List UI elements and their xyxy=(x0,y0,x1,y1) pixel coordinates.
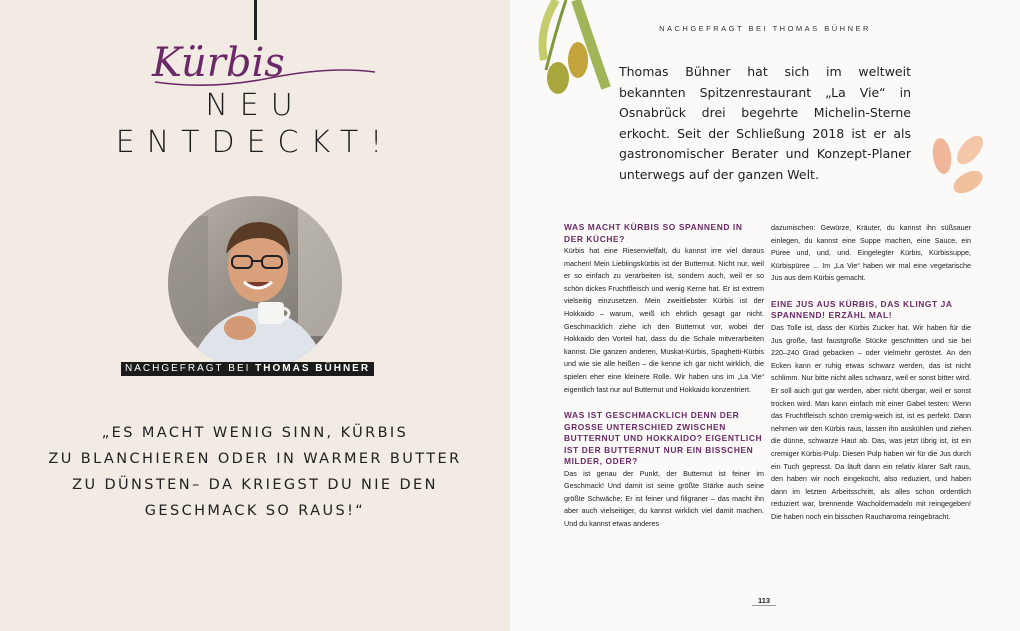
answer-paragraph: dazumischen: Gewürze, Kräuter, du kannst ihn süßsauer einlegen, du kannst eine Suppe machen, eine Sauce, ein Püree und, und, und. Eingelegter Kürbis, Kürbissuppe, Kürbispüree ... Im „La Vie“ haben wir mal eine vegetarische Jus aus dem Kürbis gemacht. xyxy=(771,223,971,283)
article-column-1 xyxy=(564,222,764,531)
pumpkin-seeds-illustration xyxy=(536,0,616,100)
article-column-2 xyxy=(771,222,971,523)
badge-prefix: NACHGEFRAGT BEI xyxy=(125,363,251,374)
script-title xyxy=(150,32,380,92)
petals-illustration xyxy=(928,130,992,202)
answer-paragraph: Das Tolle ist, dass der Kürbis Zucker hat. Wir haben für die Jus große, fast faustgroße Stücke geschnitten und sie bei 220–240 Grad gebacken – oder vielmehr geröstet. An den Ecken kann er ruhig etwas schwarz werden, das ist nicht schlimm. Nur bitte nicht alles schwarz, weil er sonst bitter wird. Er soll auch gut gar werden, aber nicht übergar, weil er sonst trocken wird. Man kann einfach mit einer Gabel testen: Wenn das Fruchtfleisch schön cremig-weich ist, ist es perfekt. Dann nehmen wir den Kürbis raus, lassen ihn auskühlen und ziehen die dünne, schwarze Haut ab. Das, was jetzt übrig ist, ist ein cremiger Kürbis-Pulp. Diesen Pulp haben wir für die Jus durch ein Tuch gepresst. Da läuft dann ein relativ klarer Saft raus, den haben wir noch eingekocht, also reduziert, und haben dann im letzten Arbeitsschritt, als alles schon ordentlich reduziert war, brennende Wacholdernadeln mit reingegeben! Die haben noch ein bisschen Raucharoma reingebracht. xyxy=(771,322,971,521)
title-line-1: NEU xyxy=(205,88,305,123)
title-line-2: ENTDECKT! xyxy=(115,125,395,160)
page-number: 113 xyxy=(752,596,776,606)
answer-paragraph: Das ist genau der Punkt, der Butternut ist feiner im Geschmack! Und damit ist seine größte Stärke auch seine größte Schwäche: Er ist feiner und filigraner – das macht ihn aber auch vielseitiger, du kannst wirklich viel damit machen. Und du kannst etwas anderes xyxy=(564,468,764,528)
badge-name: THOMAS BÜHNER xyxy=(255,363,371,374)
quote-line: ZU BLANCHIEREN ODER IN WARMER BUTTER xyxy=(48,451,462,467)
quote-line: ZU DÜNSTEN– DA KRIEGST DU NIE DEN xyxy=(72,477,438,493)
portrait-photo xyxy=(168,196,342,370)
intro-paragraph: Thomas Bühner hat sich im weltweit bekannten Spitzenrestaurant „La Vie“ in Osnabrück drei begehrte Michelin-Sterne erkocht. Seit der Schließung 2018 ist er als gastronomischer Berater und Konzept-Planer unterwegs auf der ganzen Welt. xyxy=(619,64,911,182)
question-heading: WAS MACHT KÜRBIS SO SPANNEND IN DER KÜCHE? xyxy=(564,222,743,244)
quote-line: „ES MACHT WENIG SINN, KÜRBIS xyxy=(101,425,409,441)
question-heading: EINE JUS AUS KÜRBIS, DAS KLINGT JA SPANNEND! ERZÄHL MAL! xyxy=(771,298,953,321)
page-header: NACHGEFRAGT BEI THOMAS BÜHNER xyxy=(659,24,871,33)
interview-badge xyxy=(121,362,374,376)
pull-quote xyxy=(40,420,470,524)
quote-line: GESCHMACK SO RAUS!“ xyxy=(144,503,366,519)
answer-paragraph: Kürbis hat eine Riesenvielfalt, du kannst irre viel daraus machen! Mein Lieblingskürbis ist der Butternut. Nicht nur, weil er so einfach zu verarbeiten ist, sondern auch, weil er so schön dickes Fruchtfleisch und wenig Kerne hat. Er ist extrem vielseitig einzusetzen. Mein zweitliebster Kürbis ist der Hokkaido – warum, weiß ich ehrlich gesagt gar nicht. Geschmacklich ziehe ich den Butternut vor, wobei der Hokkaido den Vorteil hat, dass du die Schale mitverarbeiten kannst. Die ganzen anderen, Muskat-Kürbis, Spaghetti-Kürbis und wie sie alle heißen – die kenne ich gar nicht wirklich, die spielen eher eine kleinere Rolle. Wir haben uns im „La Vie“ eigentlich fast nur auf Butternut und Hokkaido konzentriert. xyxy=(564,246,764,394)
script-title-text: Kürbis xyxy=(152,40,285,86)
question-heading: WAS IST GESCHMACKLICH DENN DER GROSSE UNTERSCHIED ZWISCHEN BUTTERNUT UND HOKKAIDO? EIGENTLICH IST DER BUTTERNUT NUR EIN BISSCHEN MILDER, ODER? xyxy=(564,410,763,467)
